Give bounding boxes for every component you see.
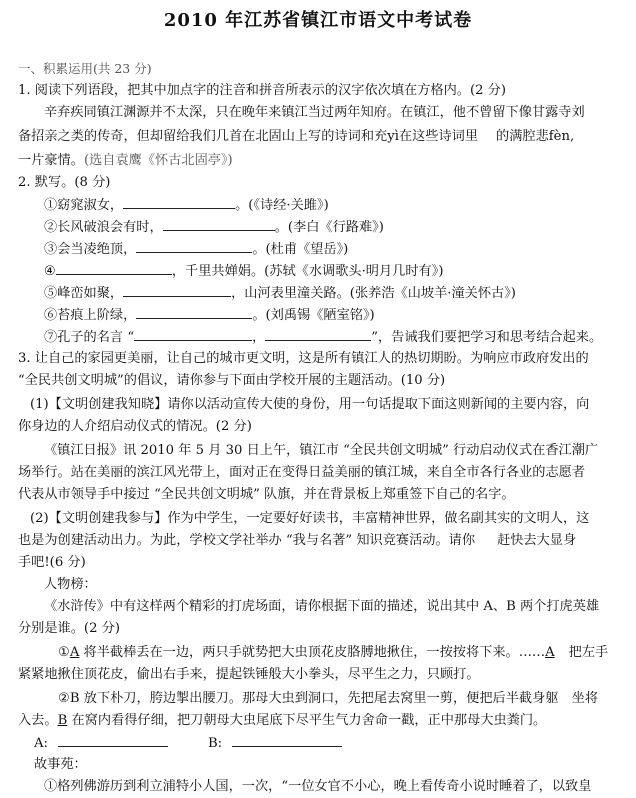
passage-b-line2: 入去。B 在窝内看得仔细，把刀朝母大虫尾底下尽平生气力舍命一戳，正中那母大虫粪门。 bbox=[18, 713, 547, 728]
answer-blank[interactable] bbox=[56, 260, 172, 275]
q3-sub2-line1: (2)【文明创建我参与】作为中学生，一定要好好读书，丰富精神世界，做名副其实的文明人，这 bbox=[30, 511, 590, 526]
answer-blank[interactable] bbox=[265, 326, 371, 341]
q3-stem-line2: “全民共创文明城”的倡议，请你参与下面由学校开展的主题活动。(10 分) bbox=[18, 373, 446, 388]
passage-b-line1: ②B 放下朴刀，胯边掣出腰刀。那母大虫到洞口，先把尾去窝里一剪，便把后半截身躯 坐将 bbox=[58, 691, 599, 706]
q2-item3: ③会当凌绝顶， 。(杜甫《望岳》) bbox=[18, 238, 622, 261]
q3-stem-line1: 3. 让自己的家园更美丽，让自己的城市更文明，这是所有镇江人的热切期盼。为响应市政府发出的 bbox=[18, 351, 589, 366]
answer-blank[interactable] bbox=[136, 238, 252, 253]
answer-blank-b[interactable] bbox=[232, 732, 342, 747]
passage-a-line1: ①A 将半截棒丢在一边，两只手就势把大虫顶花皮胳膊地揪住，一按按将下来。……A 把左手 bbox=[58, 645, 609, 660]
q3-sub2-line3: 手吧!(6 分) bbox=[18, 555, 86, 570]
q3-sub1-line2: 你身边的人介绍启动仪式的情况。(2 分) bbox=[18, 419, 252, 434]
answer-blank[interactable] bbox=[134, 326, 252, 341]
q2-item6: ⑥苔痕上阶绿， 。(刘禹锡《陋室铭》) bbox=[18, 304, 622, 327]
gulliver-line1: ①格列佛游历到利立浦特小人国，一次，“一位女官不小心，晚上看传奇小说时睡着了，以致皇 bbox=[44, 779, 592, 794]
pinyin-fen: fèn bbox=[548, 129, 570, 144]
section-heading: 一、积累运用(共 23 分) bbox=[18, 61, 152, 76]
q1-source: (选自袁鹰《怀古北固亭》) bbox=[83, 153, 233, 168]
news-line3: 代表从市领导手中接过 “全民共创文明城” 队旗，并在背景板上郑重签下自己的名字。 bbox=[18, 487, 515, 502]
answer-blank-a[interactable] bbox=[58, 732, 168, 747]
water-margin-line2: 分别是谁。(2 分) bbox=[18, 621, 120, 636]
q2-item7: ⑦孔子的名言 “ ， ”，告诫我们要把学习和思考结合起来。 bbox=[18, 326, 622, 349]
q2-item2: ②长风破浪会有时， 。(李白《行路难》) bbox=[18, 216, 622, 239]
answer-blank[interactable] bbox=[163, 216, 275, 231]
q3-sub2-line2: 也是为创建活动出力。为此，学校文学社举办 “我与名著” 知识竞赛活动。请你 赶快去大显身 bbox=[18, 533, 577, 548]
page-title: 2010 年江苏省镇江市语文中考试卷 bbox=[163, 10, 473, 31]
q2-stem: 2. 默写。(8 分) bbox=[18, 175, 111, 190]
water-margin-line1: 《水浒传》中有这样两个精彩的打虎场面，请你根据下面的描述，说出其中 A、B 两个打虎英雄 bbox=[44, 599, 600, 614]
answer-blank[interactable] bbox=[136, 304, 252, 319]
answer-row: A: B: bbox=[34, 732, 622, 755]
q2-item4: ④ ，千里共婵娟。(苏轼《水调歌头·明月几时有》) bbox=[18, 260, 622, 283]
q1-para-line3: 一片豪情。(选自袁鹰《怀古北固亭》) bbox=[18, 153, 233, 168]
answer-blank[interactable] bbox=[123, 194, 235, 209]
q2-item5: ⑤峰峦如聚， ，山河表里潼关路。(张养浩《山坡羊·潼关怀古》) bbox=[18, 282, 622, 305]
pinyin-yi: yì bbox=[387, 129, 399, 144]
answer-blank[interactable] bbox=[123, 282, 231, 297]
q1-para-line2: 备招亲之类的传奇，但却留给我们几首在北固山上写的诗词和充yì在这些诗词里 的满腔悲fèn, bbox=[18, 129, 575, 144]
story-heading: 故事苑： bbox=[34, 757, 87, 772]
news-line2: 场举行。站在美丽的滨江风光带上，面对正在变得日益美丽的镇江城，来自全市各行各业的志愿者 bbox=[18, 465, 586, 480]
q1-stem: 1. 阅读下列语段，把其中加点字的注音和拼音所表示的汉字依次填在方格内。(2 分) bbox=[18, 83, 507, 98]
character-list-heading: 人物榜： bbox=[44, 577, 97, 592]
q3-sub1-line1: (1)【文明创建我知晓】请你以活动宣传大使的身份，用一句话提取下面这则新闻的主要内容，向 bbox=[30, 397, 590, 412]
q1-para-line1: 辛弃疾同镇江渊源并不太深，只在晚年来镇江当过两年知府。在镇江，他不曾留下像甘露寺刘 bbox=[44, 105, 585, 120]
q2-item1: ①窈窕淑女， 。(《诗经·关雎》) bbox=[18, 194, 622, 217]
news-line1: 《镇江日报》讯 2010 年 5 月 30 日上午，镇江市 “全民共创文明城” 行动启动仪式在香江潮广 bbox=[44, 443, 599, 458]
passage-a-line2: 紧紧地揪住顶花皮，偷出右手来，提起铁锤般大小拳头，尽平生之力，只顾打。 bbox=[18, 667, 480, 682]
